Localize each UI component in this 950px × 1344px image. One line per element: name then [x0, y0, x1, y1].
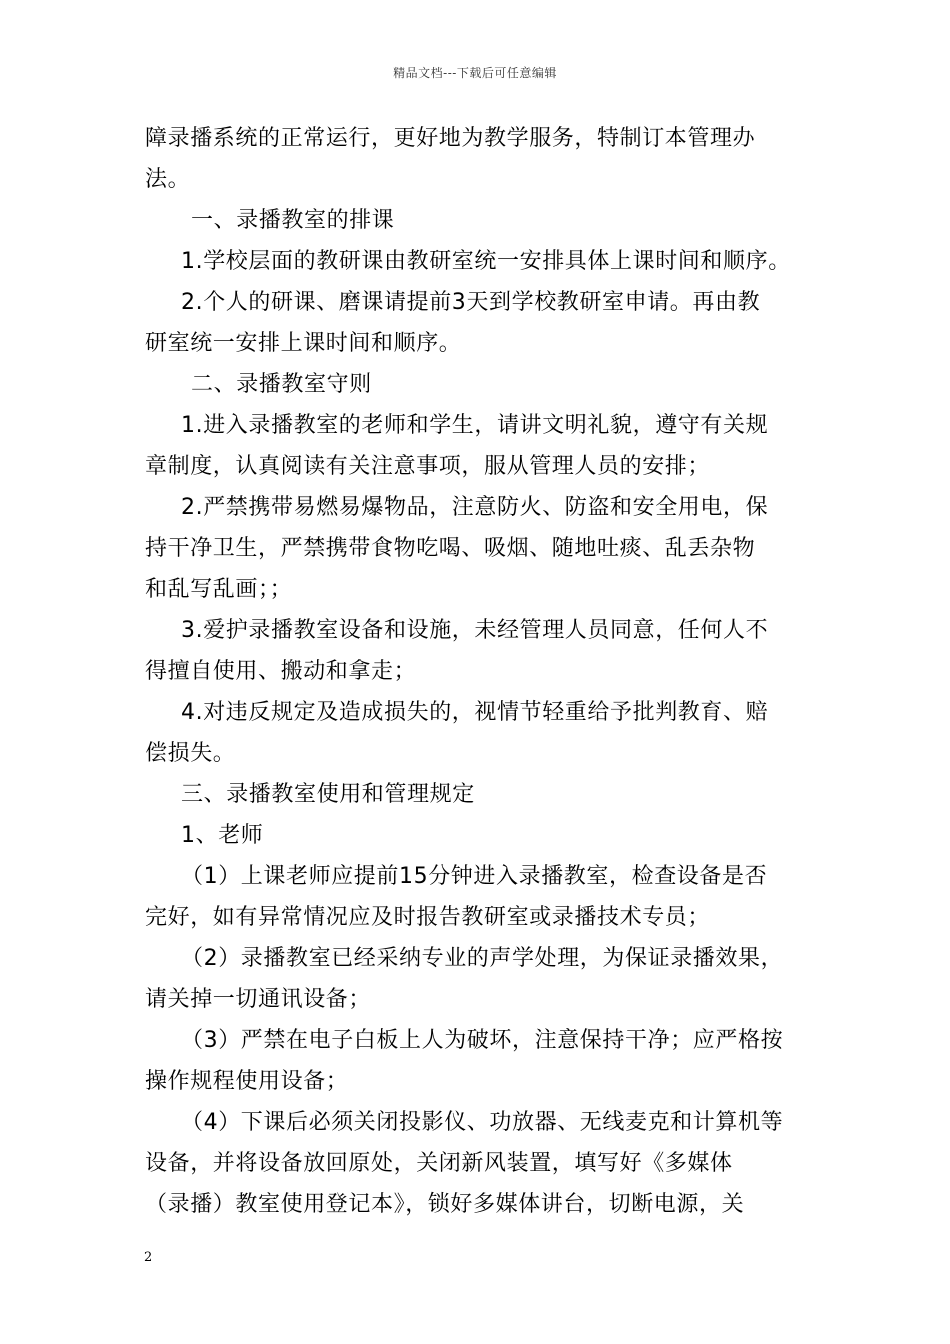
- paragraph-line: 3.爱护录播教室设备和设施，未经管理人员同意，任何人不: [181, 618, 769, 643]
- paragraph-line: 请关掉一切通讯设备；: [145, 987, 372, 1012]
- paragraph-line: 持干净卫生，严禁携带食物吃喝、吸烟、随地吐痰、乱丢杂物: [145, 536, 756, 561]
- paragraph-line: 研室统一安排上课时间和顺序。: [145, 331, 462, 356]
- paragraph-line: 2.严禁携带易燃易爆物品，注意防火、防盗和安全用电，保: [181, 495, 769, 520]
- paragraph-line: 1.学校层面的教研课由教研室统一安排具体上课时间和顺序。: [181, 249, 791, 274]
- paragraph-line: （4）下课后必须关闭投影仪、功放器、无线麦克和计算机等: [181, 1110, 784, 1135]
- paragraph-line: 4.对违反规定及造成损失的，视情节轻重给予批判教育、赔: [181, 700, 769, 725]
- paragraph-line: 偿损失。: [145, 741, 236, 766]
- paragraph-line: 完好，如有异常情况应及时报告教研室或录播技术专员；: [145, 905, 711, 930]
- paragraph-line: 障录播系统的正常运行，更好地为教学服务，特制订本管理办: [145, 126, 756, 151]
- paragraph-line: 操作规程使用设备；: [145, 1069, 349, 1094]
- paragraph-line: 设备，并将设备放回原处，关闭新风装置，填写好《多媒体: [145, 1151, 733, 1176]
- subsection-heading: 1、老师: [181, 823, 264, 848]
- paragraph-line: 法。: [145, 167, 191, 192]
- paragraph-line: （2）录播教室已经采纳专业的声学处理，为保证录播效果，: [181, 946, 784, 971]
- paragraph-line: 和乱写乱画；；: [145, 577, 293, 602]
- section-heading: 三、录播教室使用和管理规定: [181, 782, 475, 807]
- paragraph-line: 2.个人的研课、磨课请提前3天到学校教研室申请。再由教: [181, 290, 761, 315]
- paragraph-line: 1.进入录播教室的老师和学生，请讲文明礼貌，遵守有关规: [181, 413, 769, 438]
- section-heading: 二、录播教室守则: [191, 372, 372, 397]
- paragraph-line: 章制度，认真阅读有关注意事项，服从管理人员的安排；: [145, 454, 711, 479]
- paragraph-line: （1）上课老师应提前15分钟进入录播教室，检查设备是否: [181, 864, 768, 889]
- paragraph-line: （录播）教室使用登记本》，锁好多媒体讲台，切断电源，关: [145, 1192, 745, 1217]
- document-body: [145, 118, 815, 1225]
- section-heading: 一、录播教室的排课: [191, 208, 395, 233]
- paragraph-line: （3）严禁在电子白板上人为破坏，注意保持干净；应严格按: [181, 1028, 784, 1053]
- page-number: 2: [144, 1250, 153, 1265]
- page-header: 精品文档---下载后可任意编辑: [393, 66, 557, 80]
- paragraph-line: 得擅自使用、搬动和拿走；: [145, 659, 417, 684]
